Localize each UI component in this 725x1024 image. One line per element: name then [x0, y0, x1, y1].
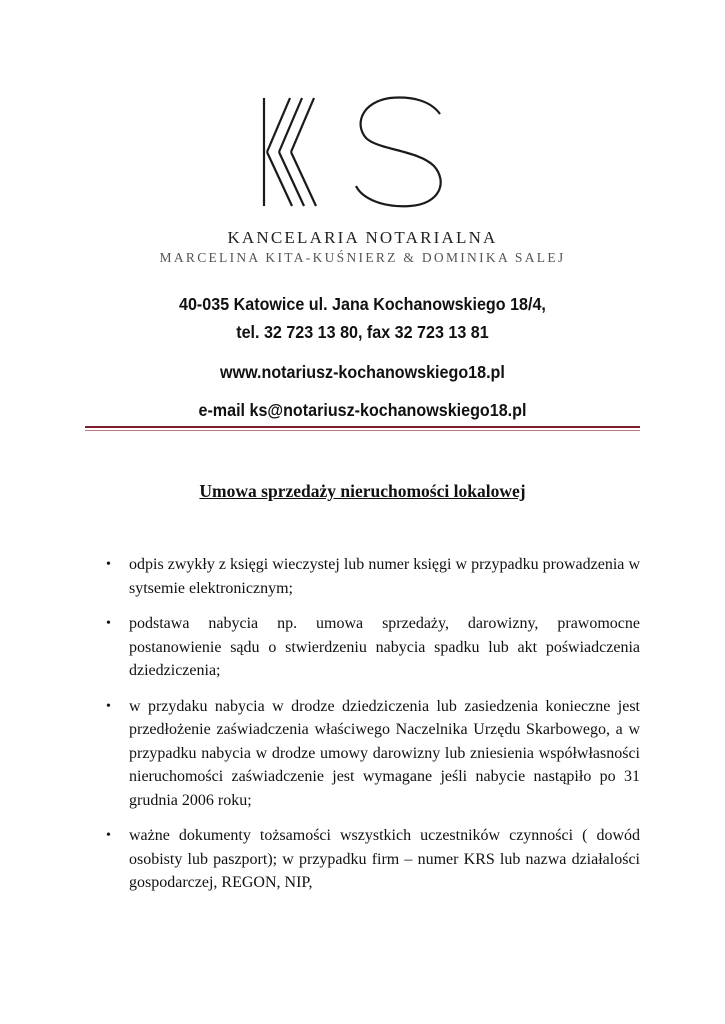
phone-line: tel. 32 723 13 80, fax 32 723 13 81 — [236, 322, 489, 342]
bullet-icon: • — [106, 828, 111, 843]
ks-logo — [250, 92, 460, 212]
list-item-text: ważne dokumenty tożsamości wszystkich uczestników czynności ( dowód osobisty lub paszport); w przypadku firm – numer KRS lub nazwa działalości gospodarczej, REGON, NIP, — [129, 827, 640, 891]
bullet-icon: • — [106, 557, 111, 572]
document-title: Umowa sprzedaży nieruchomości lokalowej — [199, 481, 526, 501]
firm-name: KANCELARIA NOTARIALNA — [227, 228, 498, 247]
address-line: 40-035 Katowice ul. Jana Kochanowskiego 18/4, — [179, 294, 546, 314]
list-item-text: w przydaku nabycia w drodze dziedziczenia lub zasiedzenia konieczne jest przedłożenie zaświadczenia właściwego Naczelnika Urzędu Skarbowego, a w przypadku nabycia w drodze umowy darowizny lub zniesienia współwłasności nieruchomości zaświadczenie jest wymagane jeśli nabycie nastąpiło po 31 grudnia 2006 roku; — [129, 697, 640, 809]
bullet-icon: • — [106, 616, 111, 631]
requirements-list — [106, 553, 640, 907]
list-item — [106, 824, 640, 895]
list-item — [106, 553, 640, 600]
list-item — [106, 695, 640, 813]
bullet-icon: • — [106, 698, 111, 714]
firm-partners: MARCELINA KITA-KUŚNIERZ & DOMINIKA SALEJ — [159, 250, 566, 265]
header-divider-thin — [85, 430, 640, 431]
list-item-text: podstawa nabycia np. umowa sprzedaży, darowizny, prawomocne postanowienie sądu o stwierdzeniu nabycia spadku lub akt poświadczenia dziedziczenia; — [129, 615, 640, 679]
website-link[interactable]: www.notariusz-kochanowskiego18.pl — [220, 362, 505, 382]
list-item — [106, 612, 640, 683]
email-link[interactable]: e-mail ks@notariusz-kochanowskiego18.pl — [198, 400, 527, 420]
header-divider — [85, 426, 640, 428]
list-item-text: odpis zwykły z księgi wieczystej lub numer księgi w przypadku prowadzenia w sytsemie elektronicznym; — [129, 556, 640, 597]
